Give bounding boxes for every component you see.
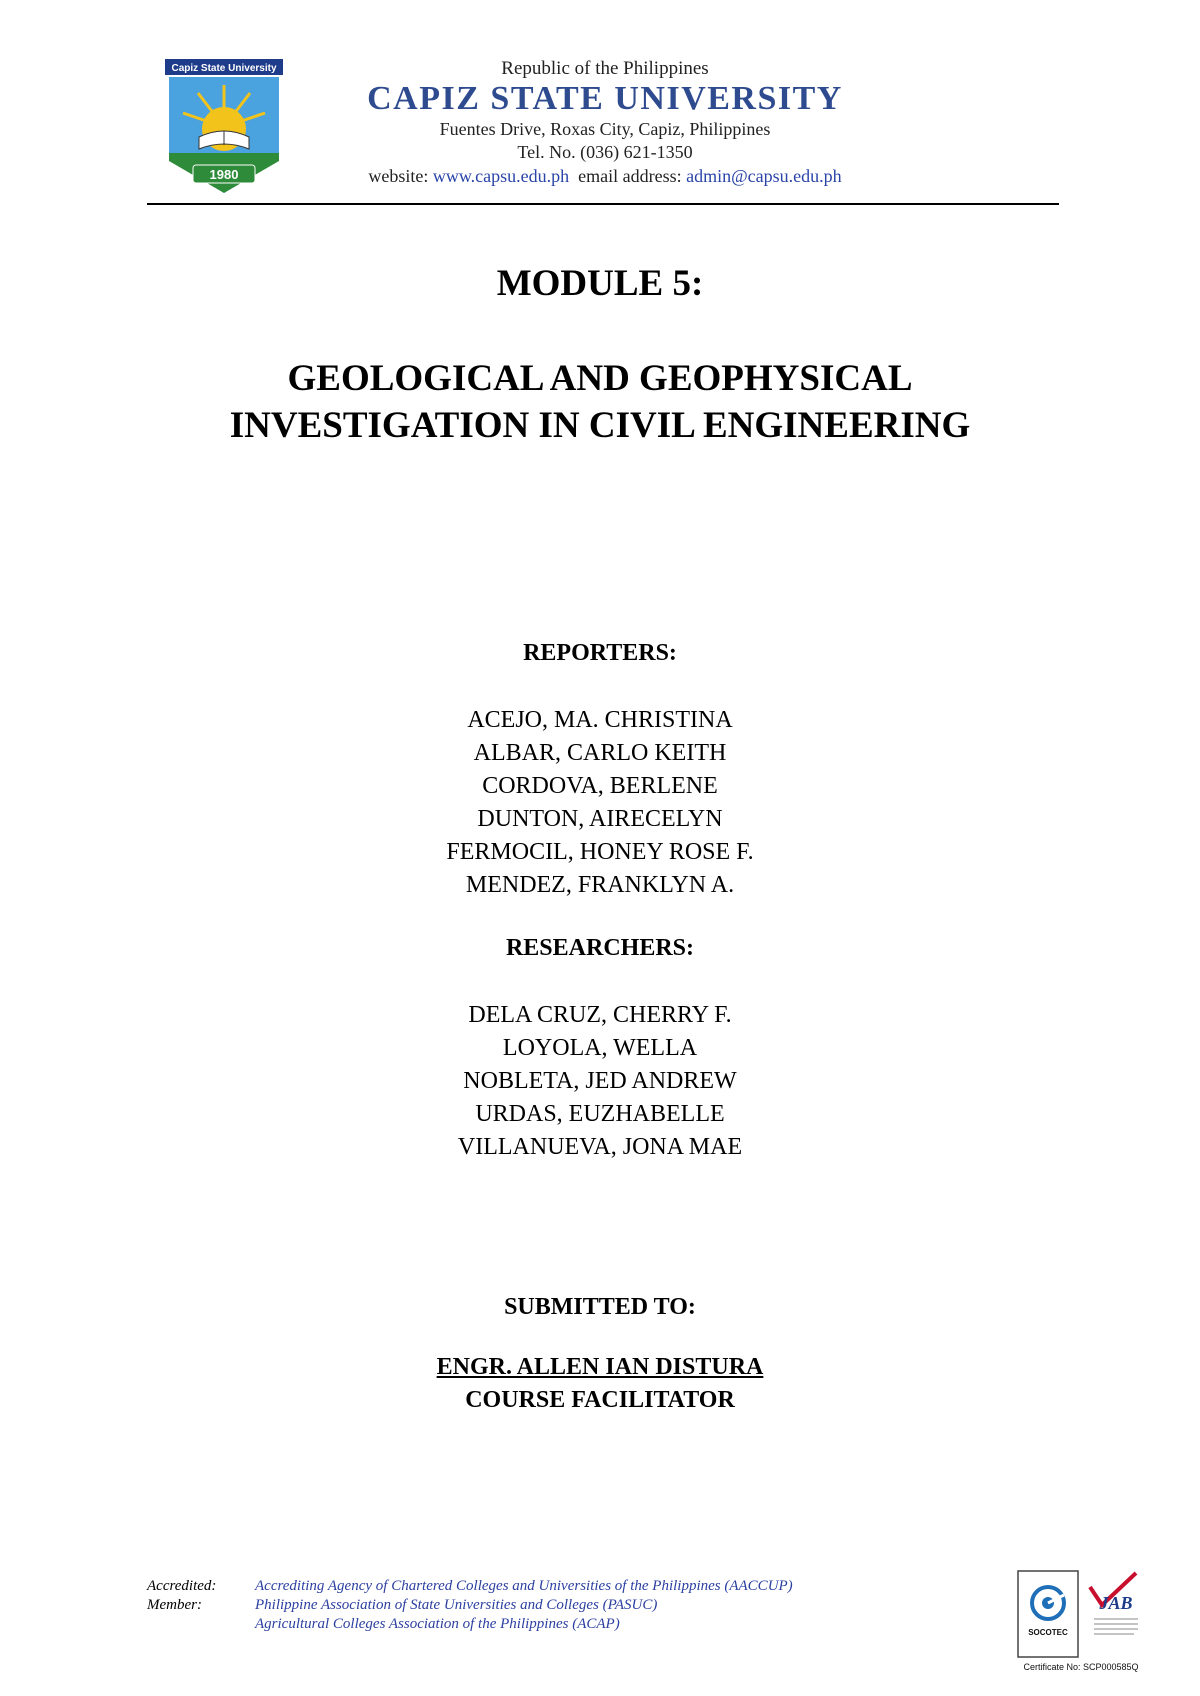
logo-banner-text: Capiz State University xyxy=(171,63,277,74)
reporter-name: CORDOVA, BERLENE xyxy=(482,773,718,799)
contact-line xyxy=(330,164,880,188)
jab-label: JAB xyxy=(1099,1593,1133,1613)
module-title: MODULE 5: xyxy=(496,263,704,304)
email-link[interactable]: admin@capsu.edu.ph xyxy=(686,166,842,186)
email-label: email address: xyxy=(578,166,682,186)
address-line: Fuentes Drive, Roxas City, Capiz, Philippines xyxy=(439,119,771,139)
republic-line: Republic of the Philippines xyxy=(501,58,709,79)
member-value: Philippine Association of State Universities and Colleges (PASUC) xyxy=(255,1597,658,1613)
accredited-value: Accrediting Agency of Chartered Colleges and Universities of the Philippines (AACCUP) xyxy=(255,1578,793,1594)
university-name: CAPIZ STATE UNIVERSITY xyxy=(367,80,843,117)
subject-title xyxy=(0,355,1200,449)
header-divider xyxy=(147,203,1059,205)
member-row xyxy=(147,1615,793,1634)
researchers-list xyxy=(0,999,1200,1164)
facilitator-name: ENGR. ALLEN IAN DISTURA xyxy=(436,1354,764,1380)
accredited-row xyxy=(147,1577,793,1596)
reporter-name: ALBAR, CARLO KEITH xyxy=(473,740,727,766)
logo-year: 1980 xyxy=(209,167,239,182)
website-label: website: xyxy=(368,166,429,186)
letterhead xyxy=(330,58,880,188)
researcher-name: NOBLETA, JED ANDREW xyxy=(463,1068,737,1094)
researcher-name: LOYOLA, WELLA xyxy=(502,1035,698,1061)
member-row xyxy=(147,1596,793,1615)
reporters-heading: REPORTERS: xyxy=(523,640,677,666)
reporters-list xyxy=(0,704,1200,902)
certificate-number: Certificate No: SCP000585Q xyxy=(1023,1662,1139,1672)
researchers-heading: RESEARCHERS: xyxy=(505,935,695,961)
member-label: Member: xyxy=(147,1597,202,1613)
facilitator-role: COURSE FACILITATOR xyxy=(465,1387,735,1413)
reporter-name: ACEJO, MA. CHRISTINA xyxy=(467,707,733,733)
member-value: Agricultural Colleges Association of the Philippines (ACAP) xyxy=(255,1616,620,1632)
researcher-name: DELA CRUZ, CHERRY F. xyxy=(468,1002,732,1028)
telephone-line: Tel. No. (036) 621-1350 xyxy=(517,142,693,162)
footer-affiliations xyxy=(147,1577,793,1634)
accredited-label: Accredited: xyxy=(147,1578,217,1594)
reporter-name: FERMOCIL, HONEY ROSE F. xyxy=(446,839,754,865)
reporter-name: DUNTON, AIRECELYN xyxy=(477,806,723,832)
facilitator-name-line xyxy=(0,1352,1200,1382)
website-link[interactable]: www.capsu.edu.ph xyxy=(432,166,570,186)
university-logo xyxy=(163,57,285,197)
researcher-name: URDAS, EUZHABELLE xyxy=(475,1101,725,1127)
subject-title-line-2: INVESTIGATION IN CIVIL ENGINEERING xyxy=(229,405,971,446)
certification-badges xyxy=(1016,1565,1146,1673)
researcher-name: VILLANUEVA, JONA MAE xyxy=(457,1134,743,1160)
socotec-label: SOCOTEC xyxy=(1028,1628,1068,1637)
reporter-name: MENDEZ, FRANKLYN A. xyxy=(465,872,735,898)
subject-title-line-1: GEOLOGICAL AND GEOPHYSICAL xyxy=(287,358,913,399)
submitted-to-heading: SUBMITTED TO: xyxy=(504,1294,696,1320)
